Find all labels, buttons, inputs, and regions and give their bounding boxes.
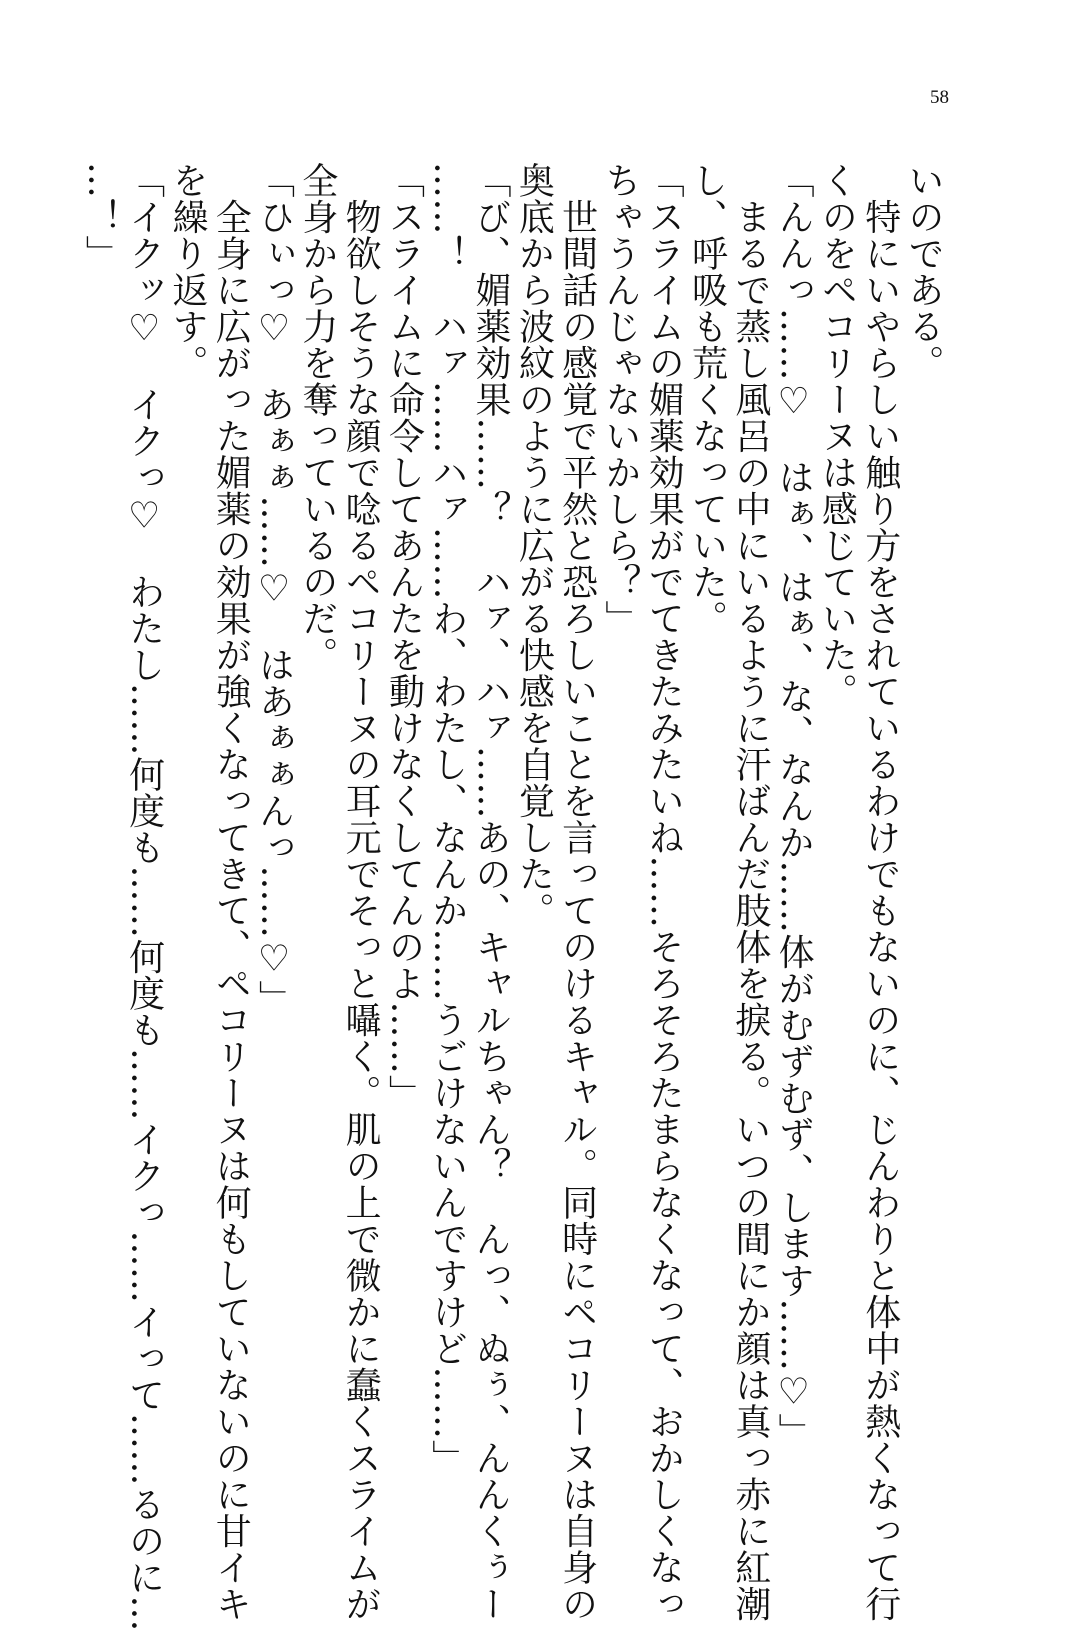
text-line: 「ひぃっ♡ あぁぁ……♡ はあぁぁんっ……♡」: [253, 162, 295, 1017]
text-line: 「イクッ♡ イクっ♡ わたし……何度も……何度も……イクっ……イって……るのに…: [123, 162, 165, 1632]
text-line: 「んんっ……♡ はぁ、はぁ、な、なんか……体がむずむず、します……♡」: [773, 162, 815, 1450]
text-line: くのをペコリーヌは感じていた。: [816, 162, 858, 710]
text-line: 奥底から波紋のように広がる快感を自覚した。: [513, 162, 555, 929]
text-line: 世間話の感覚で平然と恐ろしいことを言ってのけるキャル。同時にペコリーヌは自身の: [556, 162, 598, 1622]
body-text: [79, 162, 945, 1632]
text-line: まるで蒸し風呂の中にいるように汗ばんだ肢体を捩る。いつの間にか顔は真っ赤に紅潮: [729, 162, 771, 1622]
text-line: ちゃうんじゃないかしら？」: [599, 162, 641, 637]
text-line: …！」: [80, 162, 122, 272]
text-line: 特にいやらしい触り方をされているわけでもないのに、じんわりと体中が熱くなって行: [859, 162, 901, 1622]
text-line: 全身から力を奪っているのだ。: [296, 162, 338, 673]
text-line: いのである。: [903, 162, 944, 381]
text-line: 物欲しそうな顔で唸るペコリーヌの耳元でそっと囁く。肌の上で微かに蠢くスライムが: [340, 162, 382, 1622]
text-line: 「スライムに命令してあんたを動けなくしてんのよ……」: [383, 162, 425, 1111]
text-line: 全身に広がった媚薬の効果が強くなってきて、ペコリーヌは何もしていないのに甘イキ: [210, 162, 252, 1622]
text-line: し、呼吸も荒くなっていた。: [686, 162, 728, 637]
text-line: ……！ ハァ……ハァ……わ、わたし、なんか……うごけないんですけど……」: [426, 162, 468, 1476]
page-number: 58: [930, 87, 949, 108]
text-line: 「スライムの媚薬効果がでてきたみたいね……そろそろたまらなくなって、おかしくなっ: [643, 162, 685, 1622]
text-line: を繰り返す。: [166, 162, 208, 381]
text-line: 「び、媚薬効果……？ ハァ、ハァ……あの、キャルちゃん？ んっ、ぬぅ、んんくぅー: [470, 162, 512, 1622]
